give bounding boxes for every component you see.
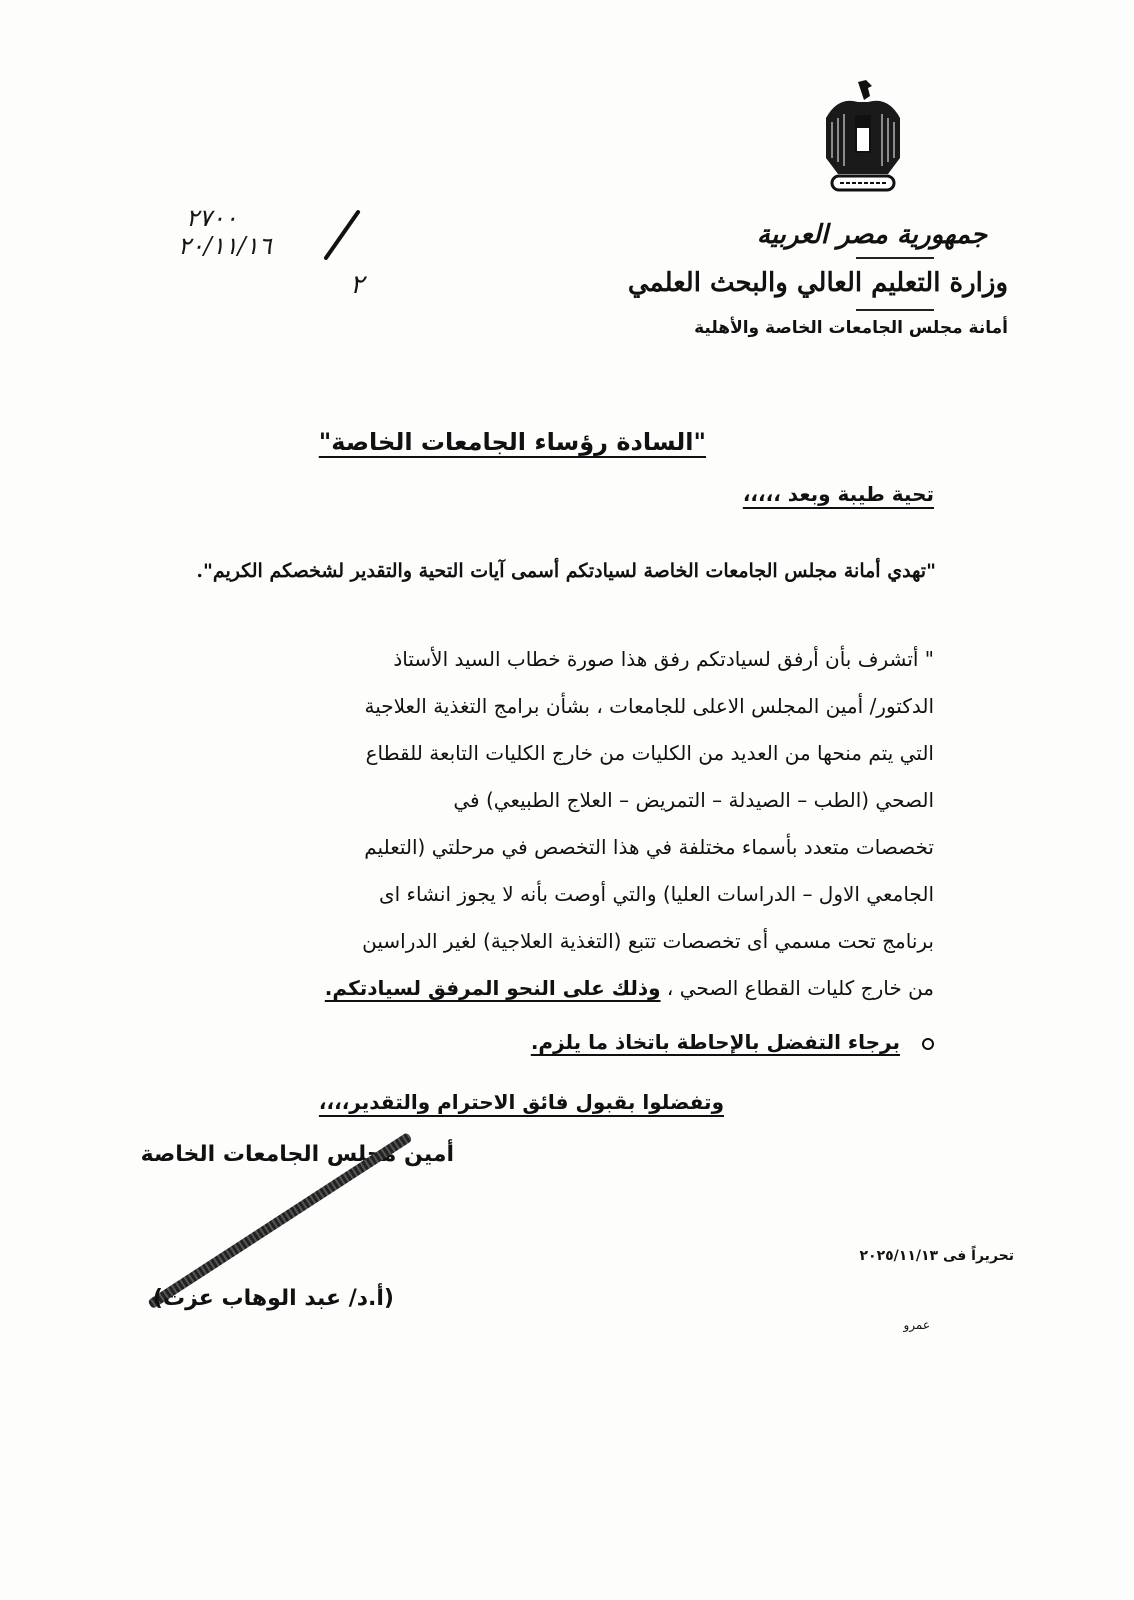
handwritten-date: ٢٠/١١/١٦ [178, 232, 272, 260]
body-line: برنامج تحت مسمي أى تخصصات تتبع (التغذية العلاجية) لغير الدراسين [362, 929, 934, 953]
eagle-emblem-icon [818, 78, 908, 198]
request-text: برجاء التفضل بالإحاطة باتخاذ ما يلزم. [530, 1030, 900, 1054]
addressee: "السادة رؤساء الجامعات الخاصة" [318, 428, 706, 456]
body-line-last-underlined: وذلك على النحو المرفق لسيادتكم. [324, 976, 661, 1000]
body-line-last [136, 965, 934, 1012]
body-line: الصحي (الطب – الصيدلة – التمريض – العلاج الطبيعي) في [453, 788, 934, 812]
body-line: الدكتور/ أمين المجلس الاعلى للجامعات ، بشأن برامج التغذية العلاجية [364, 694, 934, 718]
letterhead-country: جمهورية مصر العربية [756, 220, 988, 250]
request-bullet [531, 1030, 934, 1054]
handwritten-reference-number: ٢٧٠٠ [186, 204, 238, 232]
body-line: الجامعي الاول – الدراسات العليا) والتي أوصت بأنه لا يجوز انشاء اى [378, 882, 934, 906]
typist-initials: عمرو [903, 1318, 930, 1332]
body-line: تخصصات متعدد بأسماء مختلفة في هذا التخصص في مرحلتي (التعليم [364, 835, 934, 859]
signatory-name: (أ.د/ عبد الوهاب عزت) [152, 1286, 394, 1311]
handwritten-slash-mark [323, 209, 361, 260]
body-line: التي يتم منحها من العديد من الكليات من خارج الكليات التابعة للقطاع [365, 741, 934, 765]
greeting: تحية طيبة وبعد ،،،،، [742, 482, 934, 506]
letterhead-divider [856, 309, 934, 311]
bullet-icon [922, 1038, 934, 1050]
body-paragraph [136, 636, 934, 1012]
handwritten-mark: ٢ [350, 270, 364, 300]
body-line: " أتشرف بأن أرفق لسيادتكم رفق هذا صورة خطاب السيد الأستاذ [393, 647, 934, 671]
signatory-title: أمين مجلس الجامعات الخاصة [140, 1142, 454, 1167]
closing-line: وتفضلوا بقبول فائق الاحترام والتقدير،،،، [318, 1090, 724, 1114]
letterhead-office: أمانة مجلس الجامعات الخاصة والأهلية [694, 318, 1008, 338]
issue-date: تحريراً فى ٢٠٢٥/١١/١٣ [859, 1248, 1014, 1264]
letterhead-ministry: وزارة التعليم العالي والبحث العلمي [627, 268, 1008, 298]
lead-sentence: "تهدي أمانة مجلس الجامعات الخاصة لسيادتكم أسمى آيات التحية والتقدير لشخصكم الكريم". [196, 560, 936, 582]
letterhead-divider [856, 257, 934, 259]
body-line-last-plain: من خارج كليات القطاع الصحي ، [660, 976, 934, 1000]
